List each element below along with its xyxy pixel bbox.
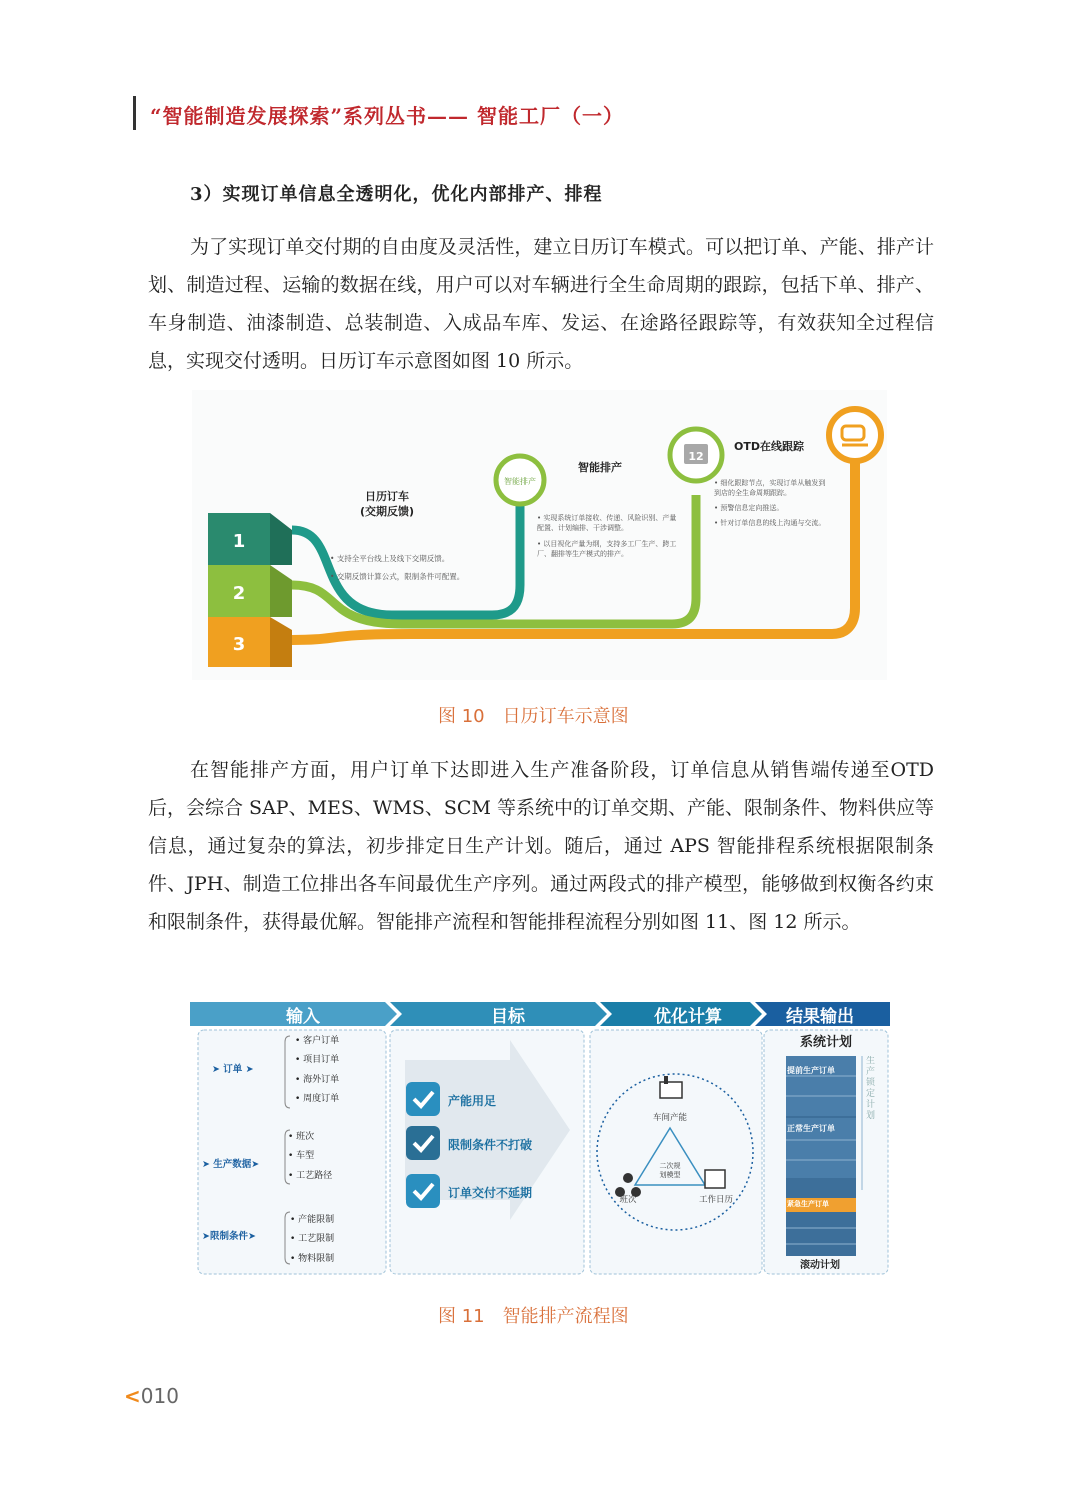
stage-4-circle [829,409,881,461]
step-3-label: 3 [232,634,246,655]
input-item: • 项目订单 [295,1055,340,1065]
input-item: • 物料限制 [290,1254,335,1264]
step-2-label: 2 [232,583,246,604]
figure-11-diagram [190,1000,890,1280]
stage-3-title: OTD在线跟踪 [734,440,804,453]
page-number [124,1384,179,1408]
output-bottom-label: 滚动计划 [800,1260,840,1271]
stage-optimize-label: 优化计算 [654,1007,722,1027]
check-icon [406,1126,440,1160]
page-marker: < [124,1384,141,1408]
stage-input-label: 输入 [286,1007,320,1027]
running-header: “智能制造发展探索”系列丛书—— 智能工厂（一） [150,104,624,128]
check-icon [406,1174,440,1208]
stage-2-bullet-2: • 以目视化产量为纲，支持多工厂生产、跨工厂、翻排等生产模式的排产。 [537,540,677,558]
input-item: • 班次 [288,1132,315,1142]
stage-2-icon-text: 智能排产 [504,477,536,486]
optimize-panel [590,1030,762,1274]
stage-1-bullet-2: • 交期反馈计算公式，限制条件可配置。 [330,572,465,581]
output-block-1-label: 提前生产订单 [787,1066,835,1075]
optimize-top-label: 车间产能 [652,1113,688,1123]
target-item-3: 订单交付不延期 [448,1186,533,1200]
input-group-orders: ➤ 订单 ➤ [212,1064,254,1075]
output-block-3-label: 紧急生产订单 [787,1200,829,1208]
factory-icon [660,1082,682,1098]
stage-2-bullet-1: • 实现系统订单接收、传递、风险识别、产量配置、计划编排、干涉调整。 [537,514,677,532]
shift-icon [623,1173,633,1183]
calendar-icon-text: 12 [688,450,704,463]
optimize-center-2: 划模型 [659,1171,681,1179]
stage-2-title: 智能排产 [578,461,622,474]
header-rule [133,96,136,130]
stage-3-bullet-3: • 针对订单信息的线上沟通与交流。 [714,519,826,527]
stage-3-bullet-1: • 细化跟踪节点，实现订单从触发到到店的全生命周期跟踪。 [714,479,826,497]
input-item: • 车型 [288,1151,315,1161]
stage-1-title: 日历订车 [365,490,409,503]
stage-3-bullet-2: • 预警信息定向推送。 [714,504,784,512]
input-item: • 工艺限制 [290,1234,335,1244]
section-heading: 3）实现订单信息全透明化，优化内部排产、排程 [190,184,603,205]
output-title: 系统计划 [799,1035,853,1050]
figure-10-caption: 图 10 日历订车示意图 [438,706,629,727]
input-group-production: ➤ 生产数据➤ [202,1159,260,1170]
paragraph-2: 在智能排产方面，用户订单下达即进入生产准备阶段，订单信息从销售端传递至OTD 后，会综合 SAP、MES、WMS、SCM 等系统中的订单交期、产能、限制条件、物料供应等信息，通过复杂的算法，初步排定日生产计划。随后，通过 APS 智能排程系统根据限制条件、JPH、制造工位排出各车间最优生产序列。通过两段式的排产模型，能够做到权衡各约束和限制条件，获得最优解。智能排产流程和智能排程流程分别如图 11、图 12 所示。 [148,759,934,933]
target-item-1: 产能用足 [448,1094,497,1108]
input-item: • 海外订单 [295,1075,340,1085]
stage-output-label: 结果输出 [786,1007,854,1027]
page-number-value: 010 [140,1384,179,1408]
figure-11-caption: 图 11 智能排产流程图 [438,1306,629,1327]
figure-10-diagram [192,390,887,680]
optimize-center-1: 二次规 [659,1162,681,1170]
input-item: • 周度订单 [295,1094,340,1104]
input-item: • 客户订单 [295,1036,340,1046]
stage-target-label: 目标 [491,1007,525,1027]
check-icon [406,1082,440,1116]
paragraph-1: 为了实现订单交付期的自由度及灵活性，建立日历订车模式。可以把订单、产能、排产计划、制造过程、运输的数据在线，用户可以对车辆进行全生命周期的跟踪，包括下单、排产、车身制造、油漆制造、总装制造、入成品车库、发运、在途路径跟踪等，有效获知全过程信息，实现交付透明。日历订车示意图如图 10 所示。 [148,236,934,372]
stage-1-subtitle: (交期反馈) [359,505,415,518]
optimize-right-label: 工作日历 [698,1195,734,1205]
calendar-icon [705,1170,725,1188]
output-block-2-label: 正常生产订单 [787,1124,835,1133]
output-side-label: 生产锁定计划 [866,1056,876,1121]
optimize-left-label: 班次 [619,1195,637,1205]
input-item: • 工艺路径 [288,1171,333,1181]
stage-1-bullet-1: • 支持全平台线上及线下交期反馈。 [330,554,450,563]
input-item: • 产能限制 [290,1215,335,1225]
step-1-label: 1 [232,531,246,552]
target-item-2: 限制条件不打破 [448,1138,533,1152]
input-group-constraints: ➤限制条件➤ [202,1231,256,1242]
